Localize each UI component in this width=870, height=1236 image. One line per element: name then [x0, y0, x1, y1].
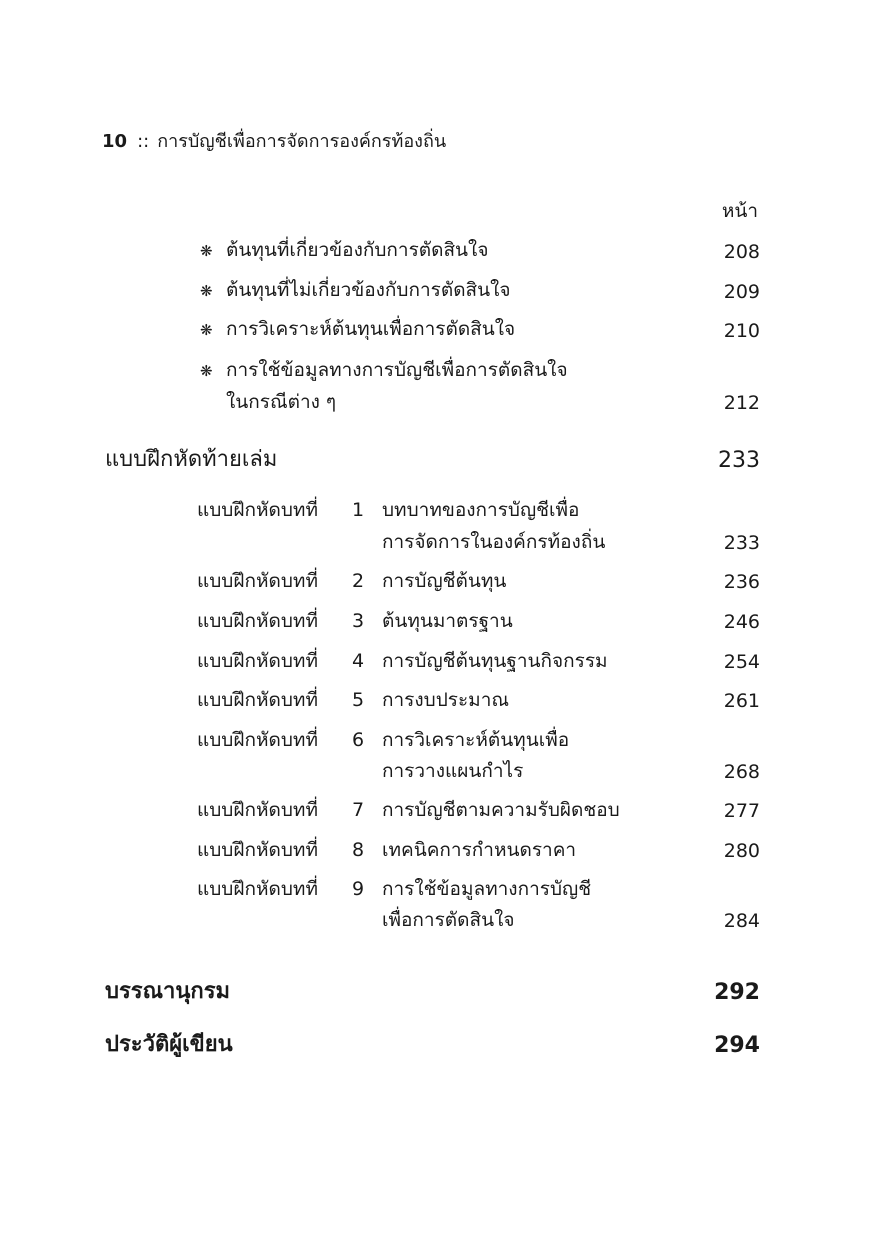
exercise-number: 9: [352, 878, 365, 900]
toc-entry[interactable]: [200, 358, 568, 383]
section-title-bibliography[interactable]: บรรณานุกรม: [105, 979, 231, 1004]
exercise-page: 233: [723, 532, 760, 554]
exercise-number: 4: [352, 650, 365, 672]
exercise-title[interactable]: การบัญชีต้นทุนฐานกิจกรรม: [382, 650, 608, 672]
exercise-title[interactable]: บทบาทของการบัญชีเพื่อ: [382, 499, 580, 521]
toc-entry-page: 209: [723, 281, 760, 303]
exercise-title[interactable]: การใช้ข้อมูลทางการบัญชี: [382, 878, 592, 900]
exercise-number: 5: [352, 689, 365, 711]
toc-entry-title-continued: ในกรณีต่าง ๆ: [226, 391, 337, 413]
section-page-bibliography: 292: [714, 980, 760, 1005]
exercise-number: 1: [352, 499, 365, 521]
exercise-page: 268: [723, 761, 760, 783]
exercise-label: แบบฝึกหัดบทที่: [197, 689, 318, 711]
toc-entry-page: 208: [723, 241, 760, 263]
exercise-label: แบบฝึกหัดบทที่: [197, 878, 318, 900]
toc-entry-title: ต้นทุนที่เกี่ยวข้องกับการตัดสินใจ: [226, 239, 489, 261]
exercise-title-continued: การจัดการในองค์กรท้องถิ่น: [382, 531, 606, 553]
exercise-number: 6: [352, 729, 365, 751]
flower-bullet-icon: ❋: [200, 282, 213, 300]
exercise-label: แบบฝึกหัดบทที่: [197, 499, 318, 521]
section-title-exercises[interactable]: แบบฝึกหัดท้ายเล่ม: [105, 447, 278, 472]
exercise-label: แบบฝึกหัดบทที่: [197, 650, 318, 672]
exercise-label: แบบฝึกหัดบทที่: [197, 839, 318, 861]
exercise-title[interactable]: การบัญชีต้นทุน: [382, 570, 507, 592]
exercise-number: 8: [352, 839, 365, 861]
toc-entry-page: 212: [723, 392, 760, 414]
running-header: [102, 126, 446, 155]
exercise-page: 284: [723, 910, 760, 932]
exercise-title-continued: เพื่อการตัดสินใจ: [382, 909, 515, 931]
toc-entry-title: การใช้ข้อมูลทางการบัญชีเพื่อการตัดสินใจ: [226, 359, 568, 381]
flower-bullet-icon: ❋: [200, 362, 213, 380]
exercise-page: 277: [723, 800, 760, 822]
exercise-page: 254: [723, 651, 760, 673]
exercise-number: 7: [352, 799, 365, 821]
toc-entry[interactable]: [200, 238, 488, 263]
exercise-title[interactable]: การงบประมาณ: [382, 689, 510, 711]
exercise-number: 2: [352, 570, 365, 592]
exercise-title-continued: การวางแผนกำไร: [382, 760, 524, 782]
exercise-label: แบบฝึกหัดบทที่: [197, 729, 318, 751]
exercise-title[interactable]: การวิเคราะห์ต้นทุนเพื่อ: [382, 729, 570, 751]
toc-entry-title: ต้นทุนที่ไม่เกี่ยวข้องกับการตัดสินใจ: [226, 279, 511, 301]
toc-entry-page: 210: [723, 320, 760, 342]
header-book-title: การบัญชีเพื่อการจัดการองค์กรท้องถิ่น: [157, 131, 447, 152]
section-title-author-bio[interactable]: ประวัติผู้เขียน: [105, 1032, 233, 1057]
section-page-author-bio: 294: [714, 1033, 760, 1058]
toc-entry[interactable]: [200, 278, 511, 303]
exercise-title[interactable]: การบัญชีตามความรับผิดชอบ: [382, 799, 620, 821]
exercise-page: 236: [723, 571, 760, 593]
toc-entry-title: การวิเคราะห์ต้นทุนเพื่อการตัดสินใจ: [226, 318, 516, 340]
header-page-number: 10: [102, 131, 128, 152]
exercise-title[interactable]: เทคนิคการกำหนดราคา: [382, 839, 577, 861]
flower-bullet-icon: ❋: [200, 321, 213, 339]
exercise-title[interactable]: ต้นทุนมาตรฐาน: [382, 610, 513, 632]
page-column-heading: หน้า: [721, 200, 758, 222]
exercise-label: แบบฝึกหัดบทที่: [197, 610, 318, 632]
toc-entry[interactable]: [200, 317, 515, 342]
header-separator: ::: [137, 131, 150, 152]
exercise-label: แบบฝึกหัดบทที่: [197, 799, 318, 821]
flower-bullet-icon: ❋: [200, 242, 213, 260]
section-page-exercises: 233: [718, 448, 760, 473]
exercise-page: 246: [723, 611, 760, 633]
exercise-number: 3: [352, 610, 365, 632]
exercise-label: แบบฝึกหัดบทที่: [197, 570, 318, 592]
exercise-page: 280: [723, 840, 760, 862]
exercise-page: 261: [723, 690, 760, 712]
